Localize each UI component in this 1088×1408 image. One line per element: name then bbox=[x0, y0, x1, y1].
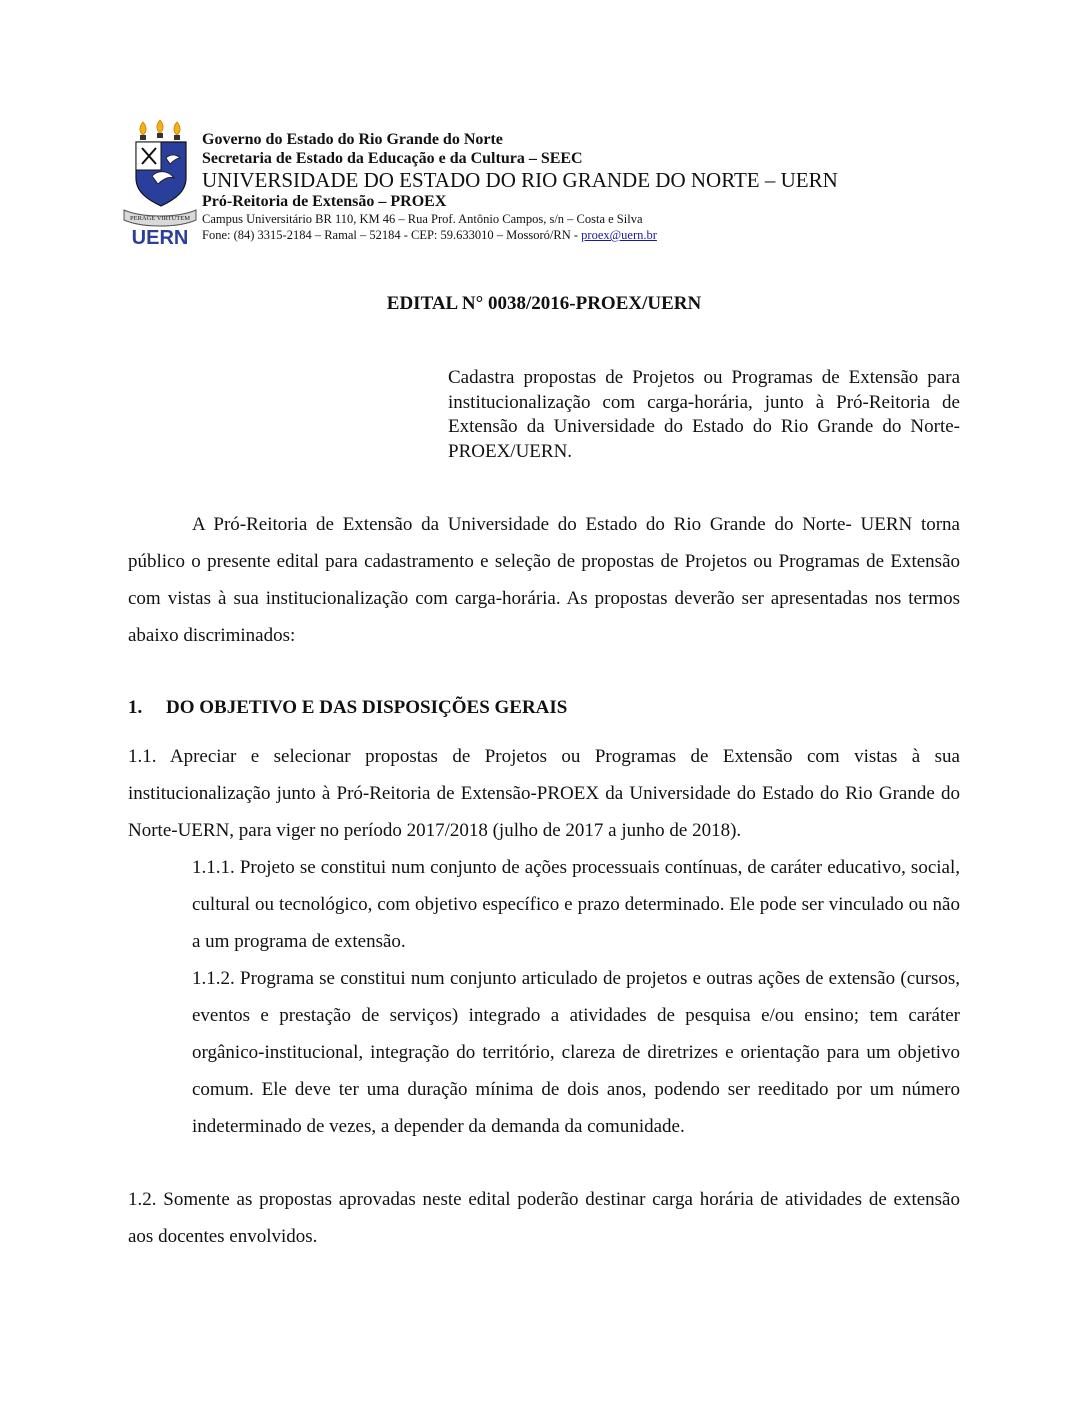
section-number: 1. bbox=[128, 697, 143, 718]
document-title: EDITAL N° 0038/2016-PROEX/UERN bbox=[386, 293, 702, 314]
uern-logo bbox=[122, 118, 198, 248]
section-heading-text: DO OBJETIVO E DAS DISPOSIÇÕES GERAIS bbox=[166, 697, 568, 718]
pro-rectory-line: Pró-Reitoria de Extensão – PROEX bbox=[202, 193, 447, 210]
paragraph-1-1-1: 1.1.1. Projeto se constitui num conjunto de ações processuais contínuas, de caráter educativo, social, cultural ou tecnológico, com objetivo específico e prazo determinado. Ele pode ser vinculado ou não a um programa de extensão. bbox=[192, 857, 960, 952]
government-line: Governo do Estado do Rio Grande do Norte bbox=[202, 131, 503, 148]
torch-icon bbox=[157, 120, 163, 138]
university-line: UNIVERSIDADE DO ESTADO DO RIO GRANDE DO NORTE – UERN bbox=[202, 168, 838, 192]
contact-phone: Fone: (84) 3315-2184 – Ramal – 52184 - CEP: 59.633010 – Mossoró/RN - bbox=[202, 228, 582, 242]
svg-text:PERAGE VIRTUTEM: PERAGE VIRTUTEM bbox=[130, 215, 190, 222]
paragraph-1-1-2: 1.1.2. Programa se constitui num conjunto articulado de projetos e outras ações de extensão (cursos, eventos e prestação de serviços) integrado a atividades de pesquisa e/ou ensino; tem caráter orgânico-institucional, integração do território, clareza de diretrizes e orientação para um objetivo comum. Ele deve ter uma duração mínima de dois anos, podendo ser reeditado por um número indeterminado de vezes, a depender da demanda da comunidade. bbox=[192, 968, 960, 1137]
intro-paragraph: A Pró-Reitoria de Extensão da Universidade do Estado do Rio Grande do Norte- UERN torna público o presente edital para cadastramento e seleção de propostas de Projetos ou Programas de Extensão com vistas à sua institucionalização com carga-horária. As propostas deverão ser apresentadas nos termos abaixo discriminados: bbox=[128, 514, 960, 646]
ementa: Cadastra propostas de Projetos ou Programas de Extensão para institucionalização com carga-horária, junto à Pró-Reitoria de Extensão da Universidade do Estado do Rio Grande do Norte- PROEX/UERN. bbox=[448, 367, 960, 462]
address-line: Campus Universitário BR 110, KM 46 – Rua Prof. Antônio Campos, s/n – Costa e Silva bbox=[202, 212, 643, 226]
torch-icon bbox=[140, 122, 146, 140]
letterhead bbox=[122, 118, 942, 248]
contact-line bbox=[202, 227, 838, 243]
paragraph-1-2: 1.2. Somente as propostas aprovadas neste edital poderão destinar carga horária de atividades de extensão aos docentes envolvidos. bbox=[128, 1189, 960, 1247]
section-heading bbox=[128, 692, 960, 724]
torch-icon bbox=[174, 122, 180, 140]
letterhead-text bbox=[202, 130, 838, 243]
secretariat-line: Secretaria de Estado da Educação e da Cultura – SEEC bbox=[202, 150, 583, 167]
email-link[interactable]: proex@uern.br bbox=[581, 228, 657, 242]
svg-text:UERN: UERN bbox=[131, 227, 189, 248]
paragraph-1-1: 1.1. Apreciar e selecionar propostas de Projetos ou Programas de Extensão com vistas à sua institucionalização junto à Pró-Reitoria de Extensão-PROEX da Universidade do Estado do Rio Grande do Norte-UERN, para viger no período 2017/2018 (julho de 2017 a junho de 2018). bbox=[128, 746, 960, 841]
